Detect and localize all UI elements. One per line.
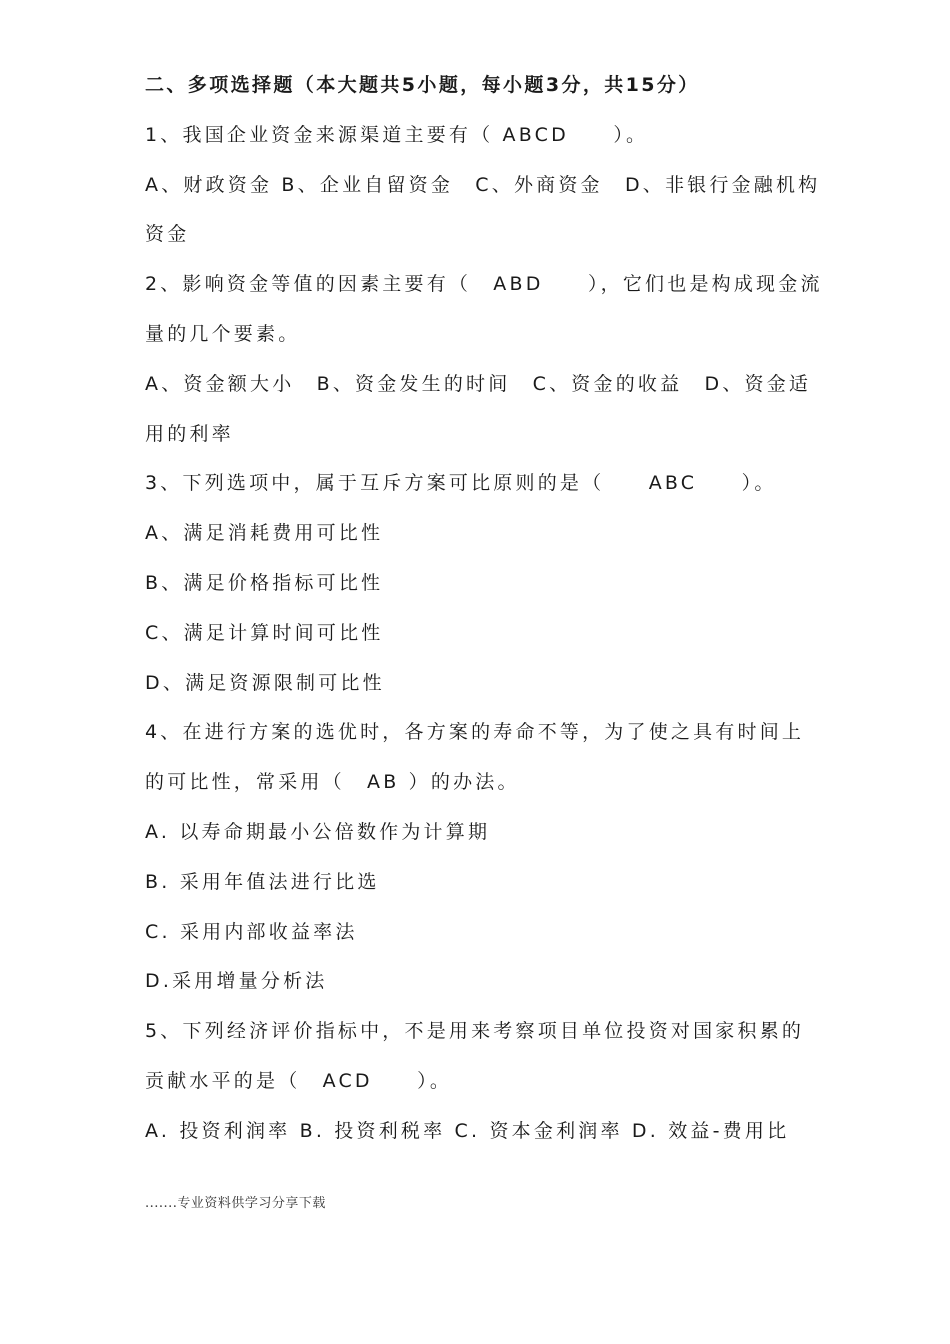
text-line: A. 以寿命期最小公倍数作为计算期: [145, 820, 491, 843]
text-line: A、财政资金 B、企业自留资金 C、外商资金 D、非银行金融机构: [145, 173, 821, 196]
text-line: 4、在进行方案的选优时，各方案的寿命不等，为了使之具有时间上: [145, 721, 805, 744]
text-line: 的可比性，常采用（ AB ）的办法。: [145, 771, 520, 794]
text-line: A、满足消耗费用可比性: [145, 522, 384, 545]
page-footer: .......专业资料供学习分享下载: [145, 1196, 326, 1211]
section-heading: 二、多项选择题（本大题共5小题，每小题3分，共15分）: [145, 74, 700, 96]
text-line: D.采用增量分析法: [145, 970, 328, 993]
question-content: [145, 66, 823, 1162]
text-line: 5、下列经济评价指标中，不是用来考察项目单位投资对国家积累的: [145, 1020, 805, 1043]
text-line: C、满足计算时间可比性: [145, 621, 384, 644]
text-line: C. 采用内部收益率法: [145, 920, 358, 943]
text-line: 贡献水平的是（ ACD ）。: [145, 1069, 453, 1092]
text-line: 1、我国企业资金来源渠道主要有（ ABCD ）。: [145, 123, 649, 146]
text-line: 量的几个要素。: [145, 322, 301, 345]
text-line: A、资金额大小 B、资金发生的时间 C、资金的收益 D、资金适: [145, 372, 812, 395]
text-line: D、满足资源限制可比性: [145, 671, 385, 694]
text-line: 用的利率: [145, 422, 234, 445]
text-line: B. 采用年值法进行比选: [145, 870, 380, 893]
text-line: 资金: [145, 223, 190, 246]
text-line: A. 投资利润率 B. 投资利税率 C. 资本金利润率 D. 效益-费用比: [145, 1119, 790, 1142]
text-line: 3、下列选项中，属于互斥方案可比原则的是（ ABC ）。: [145, 472, 777, 495]
text-line: B、满足价格指标可比性: [145, 571, 384, 594]
text-line: 2、影响资金等值的因素主要有（ ABD ），它们也是构成现金流: [145, 273, 823, 296]
